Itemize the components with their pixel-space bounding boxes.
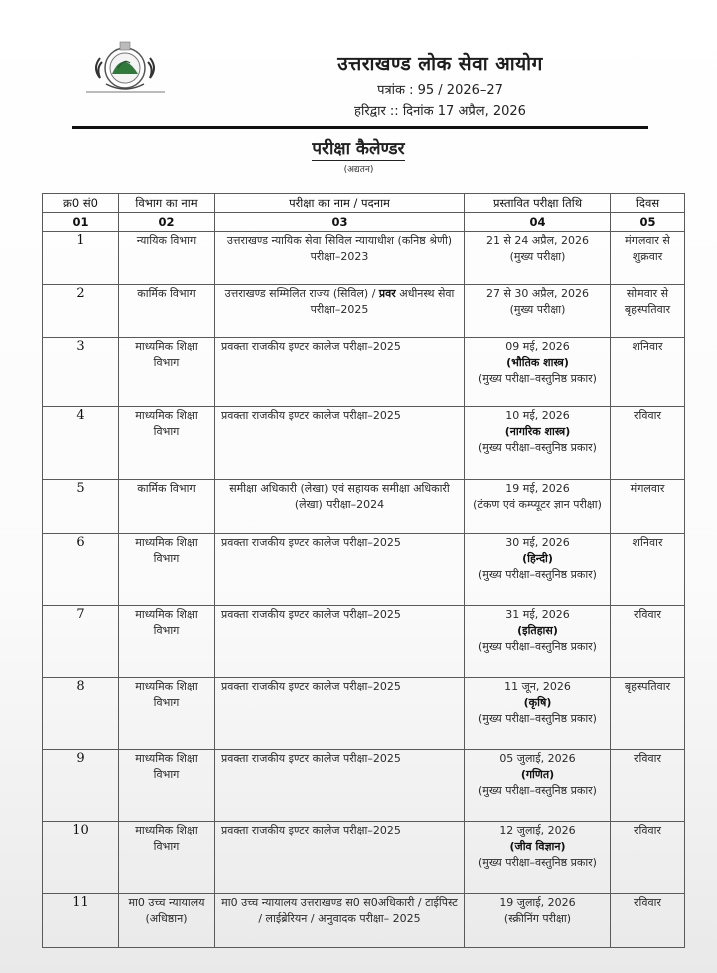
- exam-date: 09 मई, 2026: [505, 340, 570, 353]
- department: माध्यमिक शिक्षा विभाग: [119, 534, 215, 606]
- department: मा0 उच्च न्यायालय (अधिष्ठान): [119, 894, 215, 948]
- exam-name: प्रवक्ता राजकीय इण्टर कालेज परीक्षा–2025: [215, 407, 465, 480]
- exam-name: प्रवक्ता राजकीय इण्टर कालेज परीक्षा–2025: [215, 822, 465, 894]
- exam-date-cell: [465, 338, 611, 407]
- exam-subject: (हिन्दी): [522, 552, 553, 565]
- exam-name-part: अधीनस्थ सेवा परीक्षा–2025: [310, 287, 455, 316]
- serial-no: 6: [43, 534, 119, 606]
- exam-subject: (इतिहास): [517, 624, 558, 637]
- exam-note: (मुख्य परीक्षा–वस्तुनिष्ठ प्रकार): [478, 568, 597, 581]
- department: माध्यमिक शिक्षा विभाग: [119, 407, 215, 480]
- exam-date-cell: [465, 678, 611, 750]
- exam-subject: (कृषि): [523, 696, 552, 709]
- serial-no: 2: [43, 285, 119, 338]
- header-department: विभाग का नाम: [119, 194, 215, 213]
- exam-date-cell: [465, 534, 611, 606]
- exam-date-cell: [465, 822, 611, 894]
- exam-day: रविवार: [611, 822, 685, 894]
- table-header-row: [43, 194, 685, 213]
- exam-calendar-table: [42, 193, 685, 948]
- exam-name-bold: प्रवर: [378, 287, 396, 300]
- serial-no: 1: [43, 232, 119, 285]
- table-row: [43, 822, 685, 894]
- serial-no: 4: [43, 407, 119, 480]
- document-title: [0, 136, 717, 159]
- exam-name: प्रवक्ता राजकीय इण्टर कालेज परीक्षा–2025: [215, 678, 465, 750]
- exam-name: प्रवक्ता राजकीय इण्टर कालेज परीक्षा–2025: [215, 534, 465, 606]
- exam-date-cell: [465, 232, 611, 285]
- column-number: 04: [465, 213, 611, 232]
- exam-date: 12 जुलाई, 2026: [499, 824, 576, 837]
- department: माध्यमिक शिक्षा विभाग: [119, 606, 215, 678]
- serial-no: 8: [43, 678, 119, 750]
- exam-day: रविवार: [611, 606, 685, 678]
- table-row: [43, 338, 685, 407]
- header-exam-name: परीक्षा का नाम / पदनाम: [215, 194, 465, 213]
- exam-note: (मुख्य परीक्षा–वस्तुनिष्ठ प्रकार): [478, 712, 597, 725]
- exam-note: (मुख्य परीक्षा): [509, 250, 566, 263]
- exam-day: मंगलवार से शुक्रवार: [611, 232, 685, 285]
- exam-note: (मुख्य परीक्षा–वस्तुनिष्ठ प्रकार): [478, 372, 597, 385]
- department: न्यायिक विभाग: [119, 232, 215, 285]
- table-row: [43, 232, 685, 285]
- serial-no: 11: [43, 894, 119, 948]
- emblem-icon: [78, 38, 173, 96]
- department: माध्यमिक शिक्षा विभाग: [119, 338, 215, 407]
- exam-day: शनिवार: [611, 534, 685, 606]
- exam-day: बृहस्पतिवार: [611, 678, 685, 750]
- exam-note: (मुख्य परीक्षा–वस्तुनिष्ठ प्रकार): [478, 784, 597, 797]
- header-divider: [72, 126, 648, 129]
- exam-date: 27 से 30 अप्रैल, 2026: [485, 287, 590, 300]
- commission-logo: [78, 38, 173, 96]
- exam-day: रविवार: [611, 750, 685, 822]
- table-row: [43, 407, 685, 480]
- exam-note: (मुख्य परीक्षा–वस्तुनिष्ठ प्रकार): [478, 441, 597, 454]
- exam-name: समीक्षा अधिकारी (लेखा) एवं सहायक समीक्षा अधिकारी (लेखा) परीक्षा–2024: [215, 480, 465, 534]
- table-row: [43, 606, 685, 678]
- exam-name: उत्तराखण्ड न्यायिक सेवा सिविल न्यायाधीश (कनिष्ठ श्रेणी) परीक्षा–2023: [215, 232, 465, 285]
- exam-subject: (गणित): [520, 768, 555, 781]
- column-number: 01: [43, 213, 119, 232]
- exam-note: (मुख्य परीक्षा): [509, 303, 566, 316]
- exam-date: 11 जून, 2026: [504, 680, 571, 693]
- exam-date-cell: [465, 606, 611, 678]
- exam-date: 10 मई, 2026: [505, 409, 570, 422]
- serial-no: 7: [43, 606, 119, 678]
- exam-date-cell: [465, 407, 611, 480]
- table-row: [43, 285, 685, 338]
- exam-name-part: उत्तराखण्ड सम्मिलित राज्य (सिविल) /: [224, 287, 379, 300]
- exam-name: प्रवक्ता राजकीय इण्टर कालेज परीक्षा–2025: [215, 606, 465, 678]
- document-title-text: परीक्षा कैलेण्डर: [312, 139, 405, 159]
- exam-name: प्रवक्ता राजकीय इण्टर कालेज परीक्षा–2025: [215, 750, 465, 822]
- serial-no: 9: [43, 750, 119, 822]
- header-day: दिवस: [611, 194, 685, 213]
- exam-date: 19 मई, 2026: [505, 482, 570, 495]
- exam-date: 19 जुलाई, 2026: [499, 896, 576, 909]
- table-row: [43, 894, 685, 948]
- table-row: [43, 534, 685, 606]
- document-subtitle: (अद्यतन): [343, 165, 374, 175]
- place-date: हरिद्वार :: दिनांक 17 अप्रैल, 2026: [354, 104, 526, 119]
- exam-note: (मुख्य परीक्षा–वस्तुनिष्ठ प्रकार): [478, 856, 597, 869]
- exam-note: (स्क्रीनिंग परीक्षा): [503, 912, 572, 925]
- exam-note: (मुख्य परीक्षा–वस्तुनिष्ठ प्रकार): [478, 640, 597, 653]
- exam-name: [215, 285, 465, 338]
- exam-date: 05 जुलाई, 2026: [499, 752, 576, 765]
- serial-no: 3: [43, 338, 119, 407]
- exam-name: प्रवक्ता राजकीय इण्टर कालेज परीक्षा–2025: [215, 338, 465, 407]
- serial-no: 5: [43, 480, 119, 534]
- exam-day: रविवार: [611, 894, 685, 948]
- department: माध्यमिक शिक्षा विभाग: [119, 750, 215, 822]
- exam-note: (टंकण एवं कम्प्यूटर ज्ञान परीक्षा): [473, 498, 602, 511]
- table-row: [43, 678, 685, 750]
- exam-day: मंगलवार: [611, 480, 685, 534]
- exam-day: सोमवार से बृहस्पतिवार: [611, 285, 685, 338]
- exam-date: 31 मई, 2026: [505, 608, 570, 621]
- department: कार्मिक विभाग: [119, 285, 215, 338]
- exam-date-cell: [465, 285, 611, 338]
- exam-subject: (नागरिक शास्त्र): [504, 425, 571, 438]
- exam-date: 30 मई, 2026: [505, 536, 570, 549]
- exam-subject: (भौतिक शास्त्र): [506, 356, 569, 369]
- column-number: 05: [611, 213, 685, 232]
- header-serial-no: क्र0 सं0: [43, 194, 119, 213]
- header-proposed-date: प्रस्तावित परीक्षा तिथि: [465, 194, 611, 213]
- column-number: 03: [215, 213, 465, 232]
- exam-date: 21 से 24 अप्रैल, 2026: [485, 234, 590, 247]
- organization-name: उत्तराखण्ड लोक सेवा आयोग: [337, 53, 543, 75]
- exam-date-cell: [465, 480, 611, 534]
- letter-reference: पत्रांक : 95 / 2026–27: [377, 83, 503, 98]
- exam-name: मा0 उच्च न्यायालय उत्तराखण्ड स0 स0अधिकारी / टाईपिस्ट / लाईब्रेरियन / अनुवादक परीक्षा– 2025: [215, 894, 465, 948]
- exam-date-cell: [465, 750, 611, 822]
- table-row: [43, 480, 685, 534]
- letterhead: [250, 50, 630, 119]
- column-number: 02: [119, 213, 215, 232]
- serial-no: 10: [43, 822, 119, 894]
- column-number-row: [43, 213, 685, 232]
- exam-date-cell: [465, 894, 611, 948]
- exam-day: रविवार: [611, 407, 685, 480]
- table-row: [43, 750, 685, 822]
- department: माध्यमिक शिक्षा विभाग: [119, 678, 215, 750]
- department: कार्मिक विभाग: [119, 480, 215, 534]
- exam-day: शनिवार: [611, 338, 685, 407]
- department: माध्यमिक शिक्षा विभाग: [119, 822, 215, 894]
- exam-subject: (जीव विज्ञान): [509, 840, 566, 853]
